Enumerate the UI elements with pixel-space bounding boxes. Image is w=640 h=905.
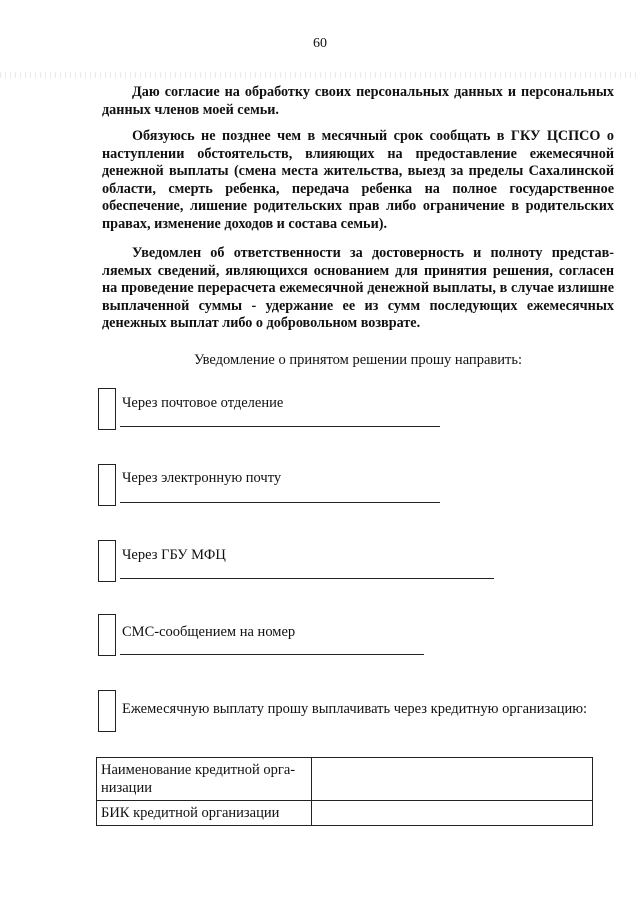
bank-name-label: Наименование кредитной организации (97, 758, 312, 801)
option-mfc-fill-line[interactable] (120, 578, 494, 579)
option-email-label: Через электронную почту (122, 470, 282, 486)
bank-name-value[interactable] (312, 758, 593, 801)
option-email-checkbox[interactable] (98, 464, 116, 506)
option-post-label: Через почтовое отделение (122, 395, 284, 411)
table-row (97, 758, 593, 801)
payment-bank-checkbox[interactable] (98, 690, 116, 732)
option-mfc-label: Через ГБУ МФЦ (122, 547, 226, 563)
obligation-paragraph: Обязуюсь не позднее чем в месячный срок сообщать в ГКУ ЦСПСО о наступлении обстоятельств, влияющих на предоставление ежемесячной денежной выплаты (смена места жительства, выезд за пределы Сахалинской области, смерть ребенка, передача ребенка на полное государственное обеспечение, лишение родительских прав либо ограничение в родительских правах, изменение доходов и состава семьи). (102, 128, 614, 232)
option-sms-label: СМС-сообщением на номер (122, 624, 296, 640)
bank-details-table (96, 757, 593, 826)
option-email-fill-line[interactable] (120, 502, 440, 503)
bank-bik-value[interactable] (312, 801, 593, 826)
payment-bank-label: Ежемесячную выплату прошу выплачивать через кредитную организацию: (122, 701, 588, 717)
notice-heading: Уведомление о принятом решении прошу направить: (194, 352, 522, 368)
option-sms-checkbox[interactable] (98, 614, 116, 656)
responsibility-paragraph: Уведомлен об ответственности за достоверность и полноту представляемых сведений, являющихся основанием для принятия решения, согласен на проведение перерасчета ежемесячной денежной выплаты, в случае излишне выплаченной суммы - удержание ее из сумм последующих ежемесячных денежных выплат либо о добровольном возврате. (102, 245, 614, 332)
option-post-checkbox[interactable] (98, 388, 116, 430)
option-sms-fill-line[interactable] (120, 654, 424, 655)
option-mfc-checkbox[interactable] (98, 540, 116, 582)
scan-artifact (0, 72, 640, 78)
option-post-fill-line[interactable] (120, 426, 440, 427)
consent-paragraph: Даю согласие на обработку своих персональных данных и персональных данных членов моей семьи. (102, 84, 614, 118)
page-number: 60 (313, 36, 327, 51)
table-row (97, 801, 593, 826)
bank-bik-label: БИК кредитной организации (97, 801, 312, 826)
